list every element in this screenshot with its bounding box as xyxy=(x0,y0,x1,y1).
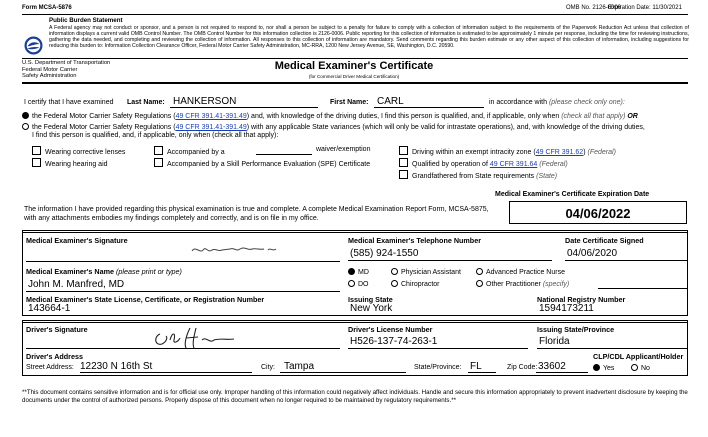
expiration-label: Medical Examiner's Certificate Expiration Date xyxy=(495,191,650,198)
cfr-link[interactable]: 49 CFR 391.64 xyxy=(489,161,538,168)
zip-field[interactable] xyxy=(536,361,588,373)
checkbox-label: Grandfathered from State requirements xyxy=(412,173,535,180)
radio-label: Physician Assistant xyxy=(401,269,461,276)
examiner-signature-scribble xyxy=(190,241,280,259)
examiner-name-label xyxy=(26,267,182,276)
checkbox-note: (Federal) xyxy=(587,149,616,156)
phone-label: Medical Examiner's Telephone Number xyxy=(348,236,481,245)
checkbox[interactable] xyxy=(32,158,41,167)
city-label: City: xyxy=(261,364,275,371)
driver-signature-label: Driver's Signature xyxy=(26,325,88,334)
radio-md[interactable] xyxy=(348,268,369,276)
cfr-link[interactable]: 49 CFR 391.41-391.49 xyxy=(175,113,247,120)
omb-number: OMB No. 2126-0006 xyxy=(566,5,622,11)
page-subtitle: (for Commercial Driver Medical Certification) xyxy=(308,74,400,79)
radio-label: No xyxy=(641,365,650,372)
date-signed-value: 04/06/2020 xyxy=(567,248,618,259)
certify-prefix: I certify that I have examined xyxy=(24,99,114,106)
certify-suffix xyxy=(489,99,625,106)
checkbox[interactable] xyxy=(399,146,408,155)
checkbox[interactable] xyxy=(32,146,41,155)
zip-value: 33602 xyxy=(538,361,566,372)
radio[interactable] xyxy=(391,280,398,287)
checkbox-grandfathered[interactable] xyxy=(399,170,557,180)
examiner-signature-label: Medical Examiner's Signature xyxy=(26,236,128,245)
checkbox-label: Qualified by operation of xyxy=(412,161,488,168)
date-signed-field[interactable] xyxy=(565,247,687,261)
radio-label: Chiropractor xyxy=(401,281,440,288)
header-rule xyxy=(22,14,688,15)
agency-line: U.S. Department of Transportation xyxy=(22,60,111,66)
street-value: 12230 N 16th St xyxy=(80,361,153,372)
checkbox-hearing-aid[interactable] xyxy=(32,158,108,168)
checkbox-note: (State) xyxy=(536,173,558,180)
checkbox[interactable] xyxy=(399,170,408,179)
last-name-value: HANKERSON xyxy=(173,96,237,107)
city-field[interactable] xyxy=(280,361,406,373)
state-province-value: FL xyxy=(470,361,482,372)
checkbox-spe[interactable] xyxy=(154,158,370,168)
checkbox[interactable] xyxy=(154,146,163,155)
burden-title: Public Burden Statement xyxy=(49,17,123,24)
registry-value: 1594173211 xyxy=(539,303,594,314)
waiver-label: waiver/exemption xyxy=(316,146,371,153)
checkbox-qualified-391-64[interactable] xyxy=(399,158,568,168)
checkbox-note: (Federal) xyxy=(539,161,568,168)
certify-suffix-note: (please check only one): xyxy=(548,99,625,106)
checkbox[interactable] xyxy=(399,158,408,167)
last-name-field[interactable] xyxy=(170,96,318,108)
checkbox-label: Wearing corrective lenses xyxy=(45,149,126,156)
examiner-name-value: John M. Manfred, MD xyxy=(28,279,125,290)
radio-label: Yes xyxy=(603,365,615,372)
radio-label: DO xyxy=(358,281,369,288)
examiner-name-label-text: Medical Examiner's Name xyxy=(26,267,115,276)
city-value: Tampa xyxy=(284,361,315,372)
checkbox[interactable] xyxy=(154,158,163,167)
license-value: 143664-1 xyxy=(28,303,71,314)
examiner-name-field[interactable] xyxy=(26,278,340,292)
dot-logo-icon xyxy=(24,36,43,55)
certify-suffix-text: in accordance with xyxy=(489,99,547,106)
waiver-field[interactable] xyxy=(256,147,312,155)
registry-field[interactable] xyxy=(537,303,687,315)
state-province-field[interactable] xyxy=(468,361,496,373)
first-name-field[interactable] xyxy=(374,96,484,108)
checkbox-label-tail: ) xyxy=(583,149,586,156)
checkbox-label: Wearing hearing aid xyxy=(45,161,108,168)
driver-license-field[interactable] xyxy=(348,335,528,349)
phone-value: (585) 924-1550 xyxy=(350,248,419,259)
driver-signature-line xyxy=(26,348,340,349)
other-specify-line xyxy=(598,288,687,289)
radio[interactable] xyxy=(348,280,355,287)
driver-license-label: Driver's License Number xyxy=(348,325,433,334)
driver-signature[interactable] xyxy=(150,326,250,355)
driver-state-value: Florida xyxy=(539,336,570,347)
option-federal[interactable] xyxy=(22,112,638,120)
radio-do[interactable] xyxy=(348,280,369,288)
state-province-label: State/Province: xyxy=(414,364,462,371)
expiration-date-value: 04/06/2022 xyxy=(565,206,631,221)
option-federal-radio[interactable] xyxy=(22,112,29,119)
driver-top-rule xyxy=(22,322,688,323)
cfr-link[interactable]: 49 CFR 391.62 xyxy=(535,149,584,156)
street-field[interactable] xyxy=(80,361,252,373)
radio-pa[interactable] xyxy=(391,268,461,276)
option-state-line2: I find this person is qualified, and, if applicable, only when (check all that apply): xyxy=(32,132,279,139)
clp-yes-radio[interactable] xyxy=(593,364,614,372)
form-id: Form MCSA-5876 xyxy=(22,5,72,11)
burden-text: A Federal agency may not conduct or sponsor, and a person is not required to respond to, nor shall a person be subject to a penalty for failure to comply with a collection of information subject to the requirements of the Paperwork Reduction Act unless that collection of information displays a current valid OMB Control Number. The OMB Control Number for this information collection is 2126-0006. Public reporting for this collection of information is estimated to be approximately 1 minute per response, including the time for reviewing instructions, gathering the data needed, and completing and reviewing the collection of information. All responses to this collection of information are mandatory. Send comments regarding this burden estimate or any other aspect of this collection of information, including suggestions for reducing this burden to: Information Collection Clearance Officer, Federal Motor Carrier Safety Administration, MC-RRA, 1200 New Jersey Avenue, SE, Washington, D.C. 20590. xyxy=(49,25,689,49)
street-label: Street Address: xyxy=(26,364,74,371)
checkbox-waiver[interactable] xyxy=(154,146,225,156)
burden-rule xyxy=(22,58,688,59)
phone-field[interactable] xyxy=(348,247,552,261)
zip-label: Zip Code: xyxy=(507,364,538,371)
title-rule xyxy=(22,82,688,84)
issuing-state-label: Issuing State xyxy=(348,295,393,304)
option-federal-note: (check all that apply) xyxy=(561,113,626,120)
examiner-top-rule xyxy=(22,232,688,233)
expiration-date-field[interactable] xyxy=(509,201,687,224)
option-state-radio[interactable] xyxy=(22,123,29,130)
driver-address-label: Driver's Address xyxy=(26,352,83,361)
license-label: Medical Examiner's State License, Certificate, or Registration Number xyxy=(26,295,265,304)
radio[interactable] xyxy=(593,364,600,371)
radio-note: (specify) xyxy=(542,281,570,288)
license-field[interactable] xyxy=(26,303,340,315)
examiner-signature-line xyxy=(26,261,340,262)
first-name-label: First Name: xyxy=(330,99,369,106)
option-federal-text2: ) and, with knowledge of the driving duties, I find this person is qualified, and, if applicable, only when xyxy=(246,113,560,120)
clp-cdl-label: CLP/CDL Applicant/Holder xyxy=(593,352,684,361)
radio-apn[interactable] xyxy=(476,268,565,276)
option-state-variance[interactable] xyxy=(22,123,645,131)
radio-label: Advanced Practice Nurse xyxy=(486,269,565,276)
driver-state-field[interactable] xyxy=(537,335,687,349)
checkbox-intracity[interactable] xyxy=(399,146,616,156)
clp-no-radio[interactable] xyxy=(631,364,650,372)
checkbox-label: Accompanied by a xyxy=(167,149,225,156)
cfr-link[interactable]: 49 CFR 391.41-391.49 xyxy=(175,124,247,131)
radio[interactable] xyxy=(476,268,483,275)
footer-note: **This document contains sensitive information and is for official use only. Improper handling of this information could negatively affect individuals. Handle and secure this information appropriately to prevent inadvertent disclosure by keeping the documents under the control of authorized persons. Properly dispose of this document when no longer required to be maintained by regulatory requirements.** xyxy=(22,389,688,404)
radio-other[interactable] xyxy=(476,280,569,288)
radio-chiropractor[interactable] xyxy=(391,280,440,288)
radio[interactable] xyxy=(348,268,355,275)
radio[interactable] xyxy=(391,268,398,275)
agency-line: Federal Motor Carrier xyxy=(22,66,78,73)
attestation-text: The information I have provided regarding this physical examination is true and complete. A complete Medical Examination Report Form, MCSA-5875, with any attachments embodies my findings completely and correctly, and is on file in my office. xyxy=(24,206,489,222)
checkbox-corrective-lenses[interactable] xyxy=(32,146,125,156)
radio[interactable] xyxy=(631,364,638,371)
checkbox-label: Driving within an exempt intracity zone ( xyxy=(412,149,536,156)
page-title: Medical Examiner's Certificate xyxy=(274,60,434,72)
driver-signature-scribble xyxy=(150,326,250,350)
option-state-text: the Federal Motor Carrier Safety Regulations ( xyxy=(32,124,176,131)
last-name-label: Last Name: xyxy=(127,99,165,106)
option-federal-text: the Federal Motor Carrier Safety Regulations ( xyxy=(32,113,176,120)
radio-label: Other Practitioner xyxy=(486,281,541,288)
option-state-text2: ) with any applicable State variances (which will only be valid for intrastate operations), and, with knowledge of the driving duties, xyxy=(246,124,645,131)
issuing-state-field[interactable] xyxy=(348,303,528,315)
examiner-name-note: (please print or type) xyxy=(116,267,182,276)
agency-line: Safety Administration xyxy=(22,73,77,79)
radio[interactable] xyxy=(476,280,483,287)
driver-state-label: Issuing State/Province xyxy=(537,325,615,334)
radio-label: MD xyxy=(358,269,369,276)
checkbox-label: Accompanied by a Skill Performance Evaluation (SPE) Certificate xyxy=(167,161,371,168)
expiration-note: Expiration Date: 11/30/2021 xyxy=(608,5,682,11)
first-name-value: CARL xyxy=(377,96,404,107)
registry-label: National Registry Number xyxy=(537,295,626,304)
issuing-state-value: New York xyxy=(350,303,393,314)
driver-license-value: H526-137-74-263-1 xyxy=(350,336,438,347)
date-signed-label: Date Certificate Signed xyxy=(565,236,644,245)
or-label: OR xyxy=(627,113,638,120)
